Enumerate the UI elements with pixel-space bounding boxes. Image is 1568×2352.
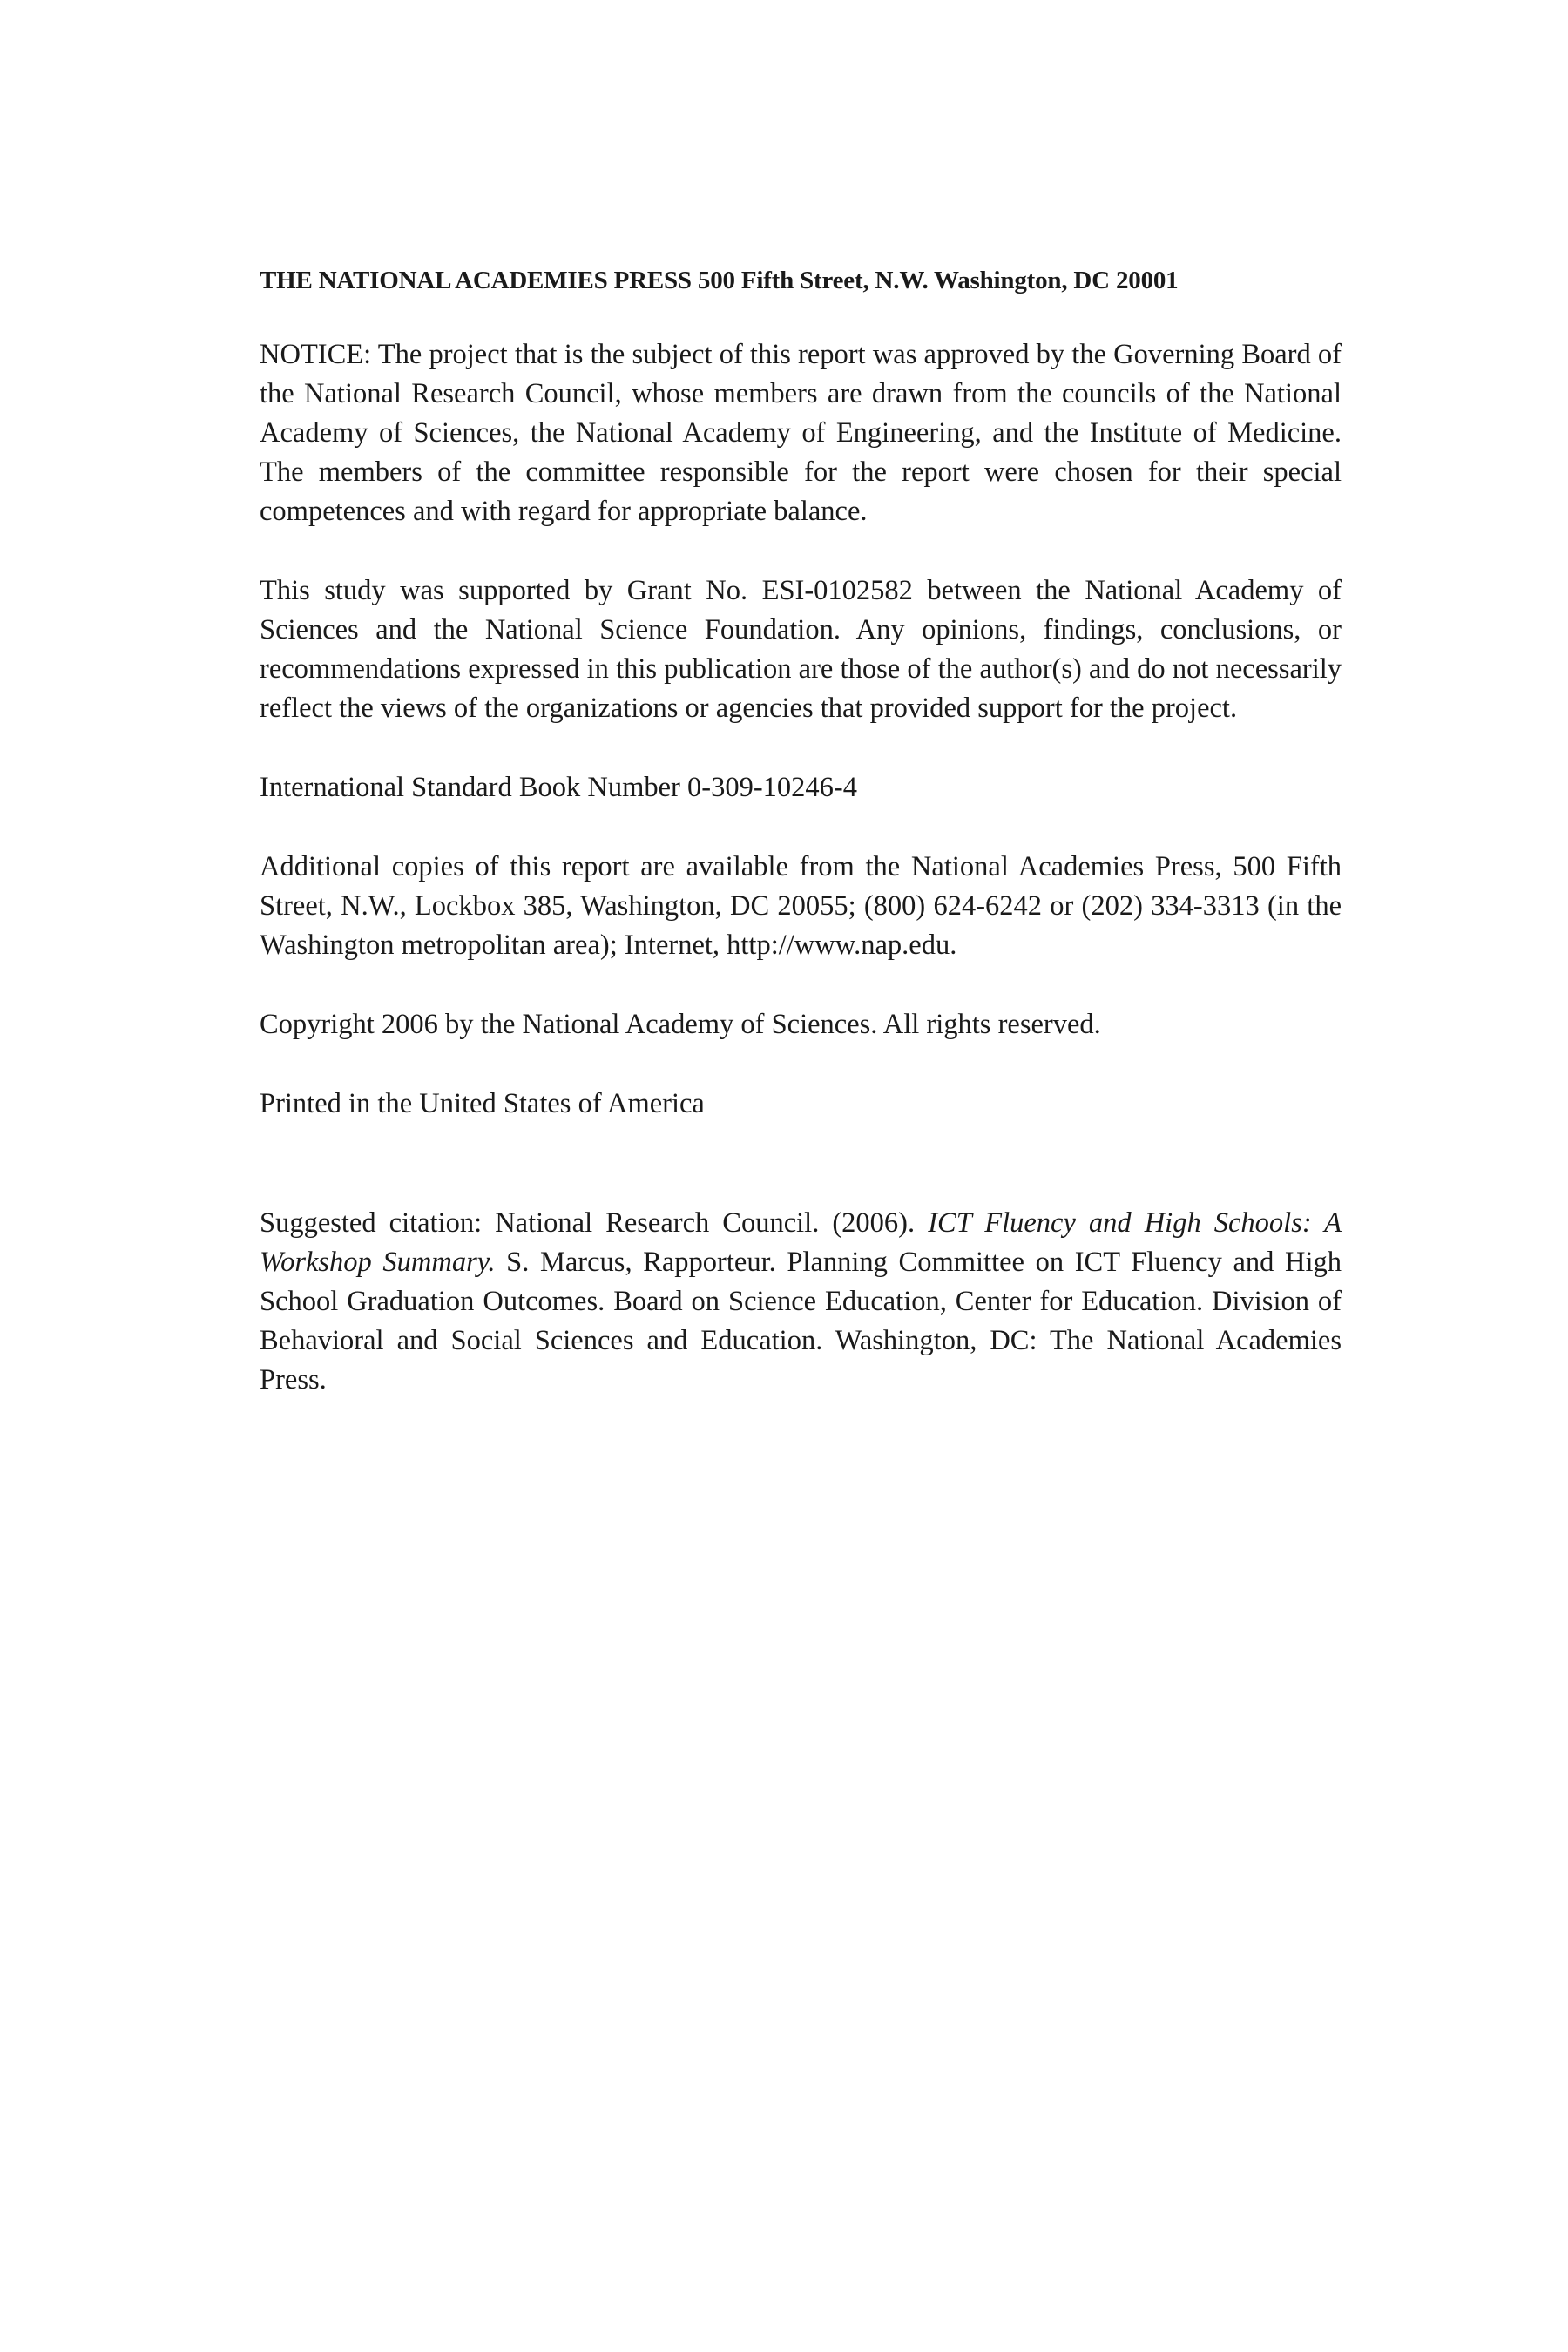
citation-suffix: S. Marcus, Rapporteur. Planning Committee on ICT Fluency and High School Graduation Outcomes. Board on Science Education, Center for Education. Division of Behavioral and Social Sciences and Education. Washington, DC: The National Academies Press. xyxy=(260,1247,1342,1396)
suggested-citation-paragraph xyxy=(260,1204,1342,1400)
isbn-line: International Standard Book Number 0-309-10246-4 xyxy=(260,772,857,803)
additional-copies-paragraph: Additional copies of this report are available from the National Academies Press, 500 Fifth Street, N.W., Lockbox 385, Washington, DC 20055; (800) 624-6242 or (202) 334-3313 (in the Washington metropolitan area); Internet, http://www.nap.edu. xyxy=(260,851,1342,961)
citation-title: ICT Fluency and High Schools: A Workshop Summary. xyxy=(260,1207,1342,1278)
publisher-masthead: THE NATIONAL ACADEMIES PRESS 500 Fifth Street, N.W. Washington, DC 20001 xyxy=(260,267,1179,294)
grant-support-paragraph: This study was supported by Grant No. ESI-0102582 between the National Academy of Sciences and the National Science Foundation. Any opinions, findings, conclusions, or recommendations expressed in this publication are those of the author(s) and do not necessarily reflect the views of the organizations or agencies that provided support for the project. xyxy=(260,575,1342,724)
page-content xyxy=(260,261,1342,1400)
printed-in-line: Printed in the United States of America xyxy=(260,1088,705,1119)
copyright-line: Copyright 2006 by the National Academy of Sciences. All rights reserved. xyxy=(260,1009,1101,1040)
notice-paragraph: NOTICE: The project that is the subject of this report was approved by the Governing Board of the National Research Council, whose members are drawn from the councils of the National Academy of Sciences, the National Academy of Engineering, and the Institute of Medicine. The members of the committee responsible for the report were chosen for their special competences and with regard for appropriate balance. xyxy=(260,339,1342,527)
citation-prefix: Suggested citation: National Research Council. (2006). xyxy=(260,1207,929,1239)
